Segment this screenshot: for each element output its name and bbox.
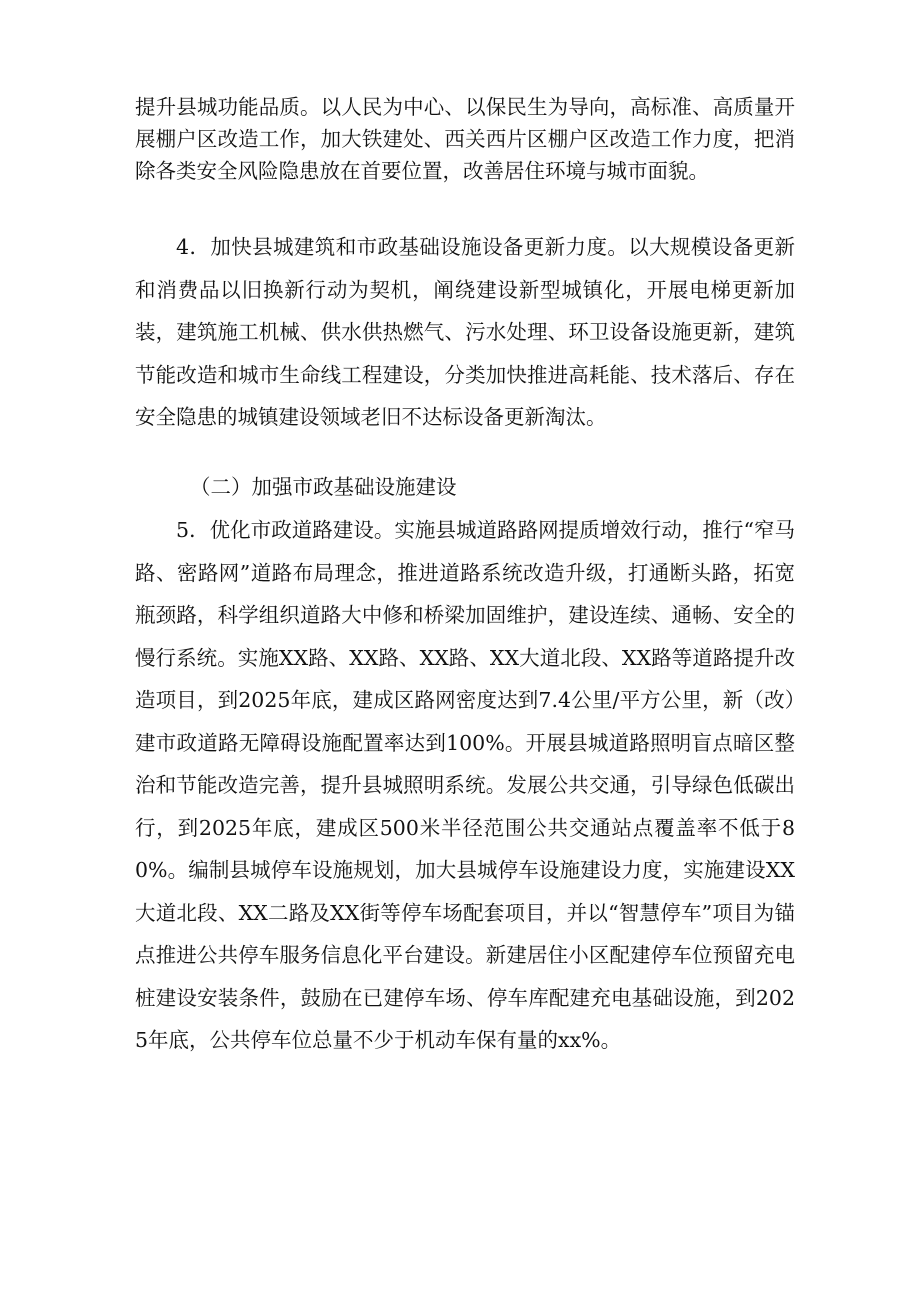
section-heading-infrastructure: （二）加强市政基础设施建设 <box>190 475 457 499</box>
paragraph-equipment-renewal: 4．加快县城建筑和市政基础设施设备更新力度。以大规模设备更新和消费品以旧换新行动为契机，阐绕建设新型城镇化，开展电梯更新加装，建筑施工机械、供水供热燃气、污水处理、环卫设备设施更新，建筑节能改造和城市生命线工程建设，分类加快推进高耗能、技术落后、存在安全隐患的城镇建设领域老旧不达标设备更新淘汰。 <box>135 235 795 429</box>
paragraph-road-construction: 5．优化市政道路建设。实施县城道路路网提质增效行动，推行“窄马路、密路网”道路布局理念，推进道路系统改造升级，打通断头路，拓宽瓶颈路，科学组织道路大中修和桥梁加固维护，建设连续、通畅、安全的慢行系统。实施XX路、XX路、XX路、XX大道北段、XX路等道路提升改造项目，到2025年底，建成区路网密度达到7.4公里/平方公里，新（改）建市政道路无障碍设施配置率达到100%。开展县城道路照明盲点暗区整治和节能改造完善，提升县城照明系统。发展公共交通，引导绿色低碳出行，到2025年底，建成区500米半径范围公共交通站点覆盖率不低于80%。编制县城停车设施规划，加大县城停车设施建设力度，实施建设XX大道北段、XX二路及XX街等停车场配套项目，并以“智慧停车”项目为锚点推进公共停车服务信息化平台建设。新建居住小区配建停车位预留充电桩建设安装条件，鼓励在已建停车场、停车库配建充电基础设施，到2025年底，公共停车位总量不少于机动车保有量的xx%。 <box>135 518 795 1052</box>
paragraph-housing-renovation: 提升县城功能品质。以人民为中心、以保民生为导向，高标准、高质量开展棚户区改造工作，加大铁建处、西关西片区棚户区改造工作力度，把消除各类安全风险隐患放在首要位置，改善居住环境与城市面貌。 <box>135 95 795 183</box>
